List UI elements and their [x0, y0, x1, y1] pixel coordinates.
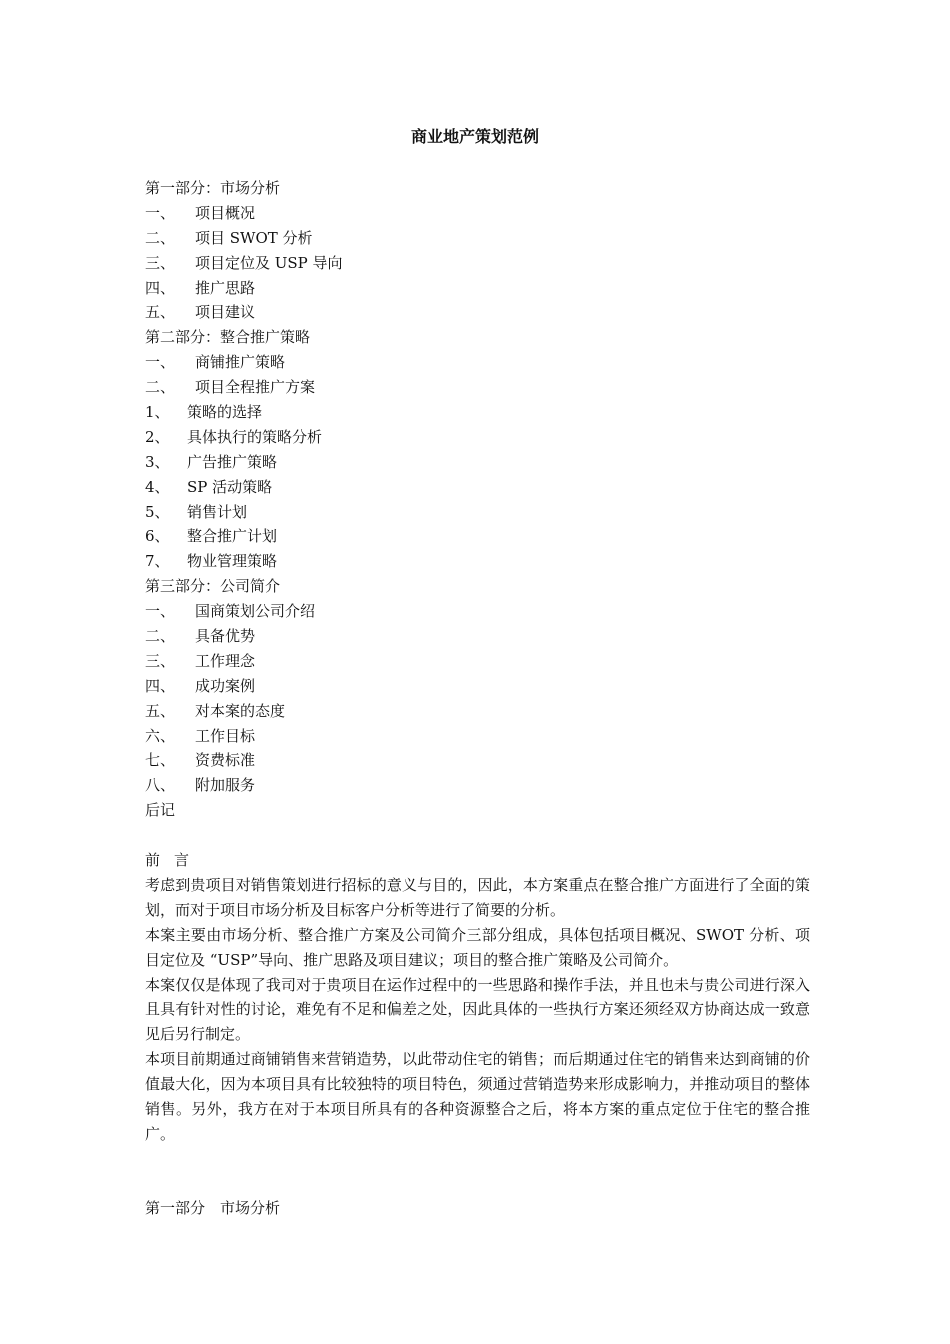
toc-item — [145, 699, 825, 724]
toc-item-text: 资费标准 — [195, 751, 256, 770]
toc-postscript: 后记 — [145, 801, 176, 820]
toc-item-text: 具备优势 — [195, 627, 256, 646]
toc-item — [145, 773, 825, 798]
toc-item-text: 附加服务 — [195, 776, 256, 795]
toc-item — [145, 276, 825, 301]
toc-item — [145, 724, 825, 749]
toc-subitem-number: 1、 — [145, 403, 170, 422]
toc-subitem — [145, 524, 825, 549]
toc-item — [145, 350, 825, 375]
toc-item — [145, 201, 825, 226]
toc-subitem-number: 4、 — [145, 477, 170, 496]
toc-subitem-number: 2、 — [145, 427, 170, 446]
toc-item-number: 五、 — [145, 701, 176, 720]
toc-item-text: 项目建议 — [195, 303, 256, 322]
toc-subitem-number: 5、 — [145, 502, 170, 521]
toc-item — [145, 300, 825, 325]
toc-item-text: 工作目标 — [195, 726, 256, 745]
toc-subitem-text: 广告推广策略 — [187, 452, 278, 471]
toc-item — [145, 251, 825, 276]
toc-item-number: 一、 — [145, 353, 176, 372]
toc-subitem-text: 物业管理策略 — [187, 552, 278, 571]
toc-item-number: 三、 — [145, 651, 176, 670]
toc-item — [145, 226, 825, 251]
toc-item-number: 四、 — [145, 676, 176, 695]
toc-part-3: 第三部分：公司简介 — [145, 577, 281, 596]
toc-subitem — [145, 500, 825, 525]
preface-paragraph: 本案主要由市场分析、整合推广方案及公司简介三部分组成，具体包括项目概况、SWOT 分析、项目定位及 “USP”导向、推广思路及项目建议；项目的整合推广策略及公司简介。 — [145, 925, 810, 969]
toc-subitem-text: 具体执行的策略分析 — [187, 427, 323, 446]
section-heading: 第一部分 市场分析 — [145, 1199, 281, 1217]
toc-item-number: 六、 — [145, 726, 176, 745]
table-of-contents — [145, 176, 825, 823]
toc-item-number: 二、 — [145, 378, 176, 397]
toc-item-text: 商铺推广策略 — [195, 353, 286, 372]
toc-item-text: 项目概况 — [195, 203, 256, 222]
toc-item-number: 一、 — [145, 203, 176, 222]
toc-item-text: 项目全程推广方案 — [195, 378, 316, 397]
toc-item-text: 推广思路 — [195, 278, 256, 297]
toc-item-number: 三、 — [145, 253, 176, 272]
toc-subitem-text: 销售计划 — [187, 502, 248, 521]
toc-subitem — [145, 549, 825, 574]
toc-item — [145, 674, 825, 699]
toc-item — [145, 624, 825, 649]
document-title: 商业地产策划范例 — [410, 127, 539, 146]
toc-item-number: 二、 — [145, 627, 176, 646]
preface-section — [145, 848, 810, 1147]
toc-subitem — [145, 475, 825, 500]
toc-subitem-number: 6、 — [145, 527, 170, 546]
toc-item-number: 七、 — [145, 751, 176, 770]
toc-item — [145, 375, 825, 400]
toc-item-number: 四、 — [145, 278, 176, 297]
toc-subitem — [145, 400, 825, 425]
preface-paragraph: 本项目前期通过商铺销售来营销造势，以此带动住宅的销售；而后期通过住宅的销售来达到商铺的价值最大化，因为本项目具有比较独特的项目特色，须通过营销造势来形成影响力，并推动项目的整体销售。另外，我方在对于本项目所具有的各种资源整合之后，将本方案的重点定位于住宅的整合推广。 — [145, 1050, 810, 1143]
toc-item-text: 对本案的态度 — [195, 701, 286, 720]
toc-subitem-text: 整合推广计划 — [187, 527, 278, 546]
toc-item-number: 五、 — [145, 303, 176, 322]
preface-paragraph: 考虑到贵项目对销售策划进行招标的意义与目的，因此，本方案重点在整合推广方面进行了全面的策划，而对于项目市场分析及目标客户分析等进行了简要的分析。 — [145, 875, 810, 919]
toc-item-number: 一、 — [145, 602, 176, 621]
toc-item-number: 二、 — [145, 228, 176, 247]
toc-item-number: 八、 — [145, 776, 176, 795]
toc-item-text: 成功案例 — [195, 676, 256, 695]
toc-subitem — [145, 425, 825, 450]
toc-item — [145, 599, 825, 624]
toc-subitem-number: 7、 — [145, 552, 170, 571]
toc-subitem-number: 3、 — [145, 452, 170, 471]
toc-subitem — [145, 450, 825, 475]
toc-item-text: 工作理念 — [195, 651, 256, 670]
toc-item — [145, 649, 825, 674]
toc-item — [145, 748, 825, 773]
toc-item-text: 项目 SWOT 分析 — [195, 228, 313, 247]
preface-heading: 前言 — [145, 851, 204, 869]
toc-part-2: 第二部分：整合推广策略 — [145, 328, 311, 347]
toc-part-1: 第一部分：市场分析 — [145, 179, 281, 197]
toc-subitem-text: 策略的选择 — [187, 403, 263, 422]
toc-subitem-text: SP 活动策略 — [187, 477, 273, 496]
toc-item-text: 国商策划公司介绍 — [195, 602, 316, 621]
toc-item-text: 项目定位及 USP 导向 — [195, 253, 343, 272]
preface-paragraph: 本案仅仅是体现了我司对于贵项目在运作过程中的一些思路和操作手法，并且也未与贵公司进行深入且具有针对性的讨论，难免有不足和偏差之处，因此具体的一些执行方案还须经双方协商达成一致意见后另行制定。 — [145, 975, 810, 1044]
